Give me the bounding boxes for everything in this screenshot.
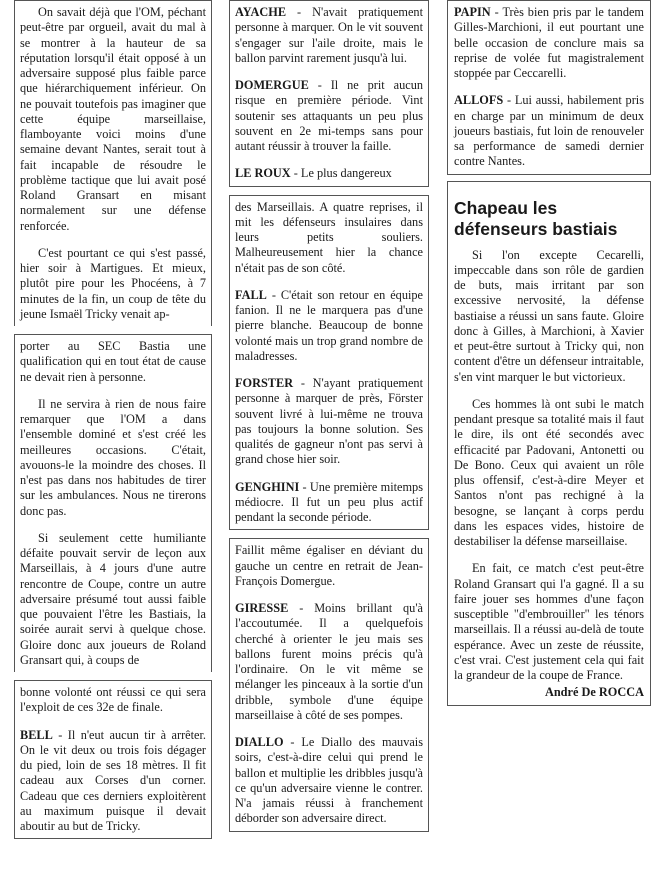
paragraph: porter au SEC Bastia une qualification qui en tout état de cause ne devait rien à personne. xyxy=(20,339,206,384)
ratings-box xyxy=(447,0,651,175)
paragraph: Si seulement cette humiliante défaite pouvait servir de leçon aux Marseillais, à 4 jours d'une autre rencontre de Coupe, contre un autre adversaire présumé tout aussi faible que pouvaient l'être les Bastiais, la soirée aurait servi à quelque chose. Gloire donc aux joueurs de Roland Gransart qui, à coups de xyxy=(20,530,206,667)
paragraph: Faillit même égaliser en déviant du gauche un centre en retrait de Jean-François Domergue. xyxy=(235,543,423,588)
paragraph: C'est pourtant ce qui s'est passé, hier soir à Martigues. Et mieux, plutôt pire pour les Phocéens, à 7 minutes de la fin, un coup de tête du jeune Ismaël Tricky venait ap- xyxy=(20,245,206,321)
player-rating-ayache xyxy=(235,5,423,66)
paragraph: Ces hommes là ont subi le match pendant presque sa totalité mais il faut le dire, ils ont été secondés avec efficacité par Padovani, Antonetti ou De Bono. Ceux qui avaient un rôle plus offensif, c'est-à-dire Meyer et Santos n'ont pas rechigné à la besogne, se lançant à corps perdu dans les espaces vides, histoire de destabiliser la défense marseillaise. xyxy=(454,396,644,548)
paragraph: On savait déjà que l'OM, péchant peut-être par orgueil, avait du mal à se montrer à la hauteur de sa réputation lorsqu'il était opposé à un adversaire supposé plus faible parce que hiérarchiquement inférieur. On ne pouvait toutefois pas imaginer que cette équipe marseillaise, flamboyante voici moins d'une semaine devant Nantes, serait tout à fait incapable de résoudre le problème tactique que lui avait posé Roland Gransart en misant normalement sur une défense renforcée. xyxy=(20,5,206,233)
player-rating-forster xyxy=(235,376,423,468)
player-comment: - Le plus dangereux xyxy=(290,166,392,181)
player-comment: - Lui aussi, habilement pris en charge par un minimum de deux joueurs bastiais, fut loin de renouveler sa performance de samedi dernier contre Nantes. xyxy=(454,93,644,169)
paragraph: Il ne servira à rien de nous faire remarquer que l'OM a dans l'ensemble dominé et s'est créé les meilleures occasions. C'était, avouons-le la moindre des choses. Il n'est pas dans nos habitudes de tirer sur les ambulances. Nous ne tirerons donc pas. xyxy=(20,396,206,518)
player-comment: - Moins brillant qu'à l'accoutumée. Il a quelquefois cherché à orienter le jeu mais ses ballons furent moins précis qu'à l'ordinaire. On le vit même se mélanger les pinceaux à la sortie d'un dribble, symbole d'une équipe marseillaise à côté de ses pompes. xyxy=(235,601,423,722)
player-comment: - Il n'eut aucun tir à arrêter. On le vit deux ou trois fois dégager du pied, loin de ses 18 mètres. Il fit cadeau aux Corses d'un corner. Cadeau que ces derniers exploitèrent au maximum puisque il devait aboutir au but de Tricky. xyxy=(20,727,206,833)
column-1 xyxy=(14,0,212,839)
paragraph: bonne volonté ont réussi ce qui sera l'exploit de ces 32e de finale. xyxy=(20,685,206,715)
player-name: LE ROUX xyxy=(235,166,291,181)
player-comment: - Une première mitemps médiocre. Il fut un peu plus actif pendant la seconde période. xyxy=(235,479,423,524)
player-comment: - N'avait pratiquement personne à marquer. On le vit souvent s'engager sur l'aile droite, mais le ballon parvint rarement jusqu'à lui. xyxy=(235,5,423,65)
defense-article-box xyxy=(447,181,651,706)
player-name: FORSTER xyxy=(235,376,294,390)
paragraph: Si l'on excepte Cecarelli, impeccable dans son rôle de gardien de buts, mais irritant par son excessive nervosité, la défense bastiaise a réussi un sans faute. Gloire donc à Gilles, à Marchioni, à Xavier et peut-être surtout à Tricky qui, non content d'être un défenseur intraitable, s'en vint marquer le but victorieux. xyxy=(454,247,644,384)
paragraph: En fait, ce match c'est peut-être Roland Gransart qui l'a gagné. Il a su faire jouer ses hommes d'une façon susceptible "d'embrouiller" les ténors marseillais. Il a réussi au-delà de toute espérance. Avec un zeste de réussite, c'est vrai. C'est justement cela qui fait la grandeur de la coupe de France. xyxy=(454,561,644,682)
column-3 xyxy=(447,0,651,706)
player-rating-fall xyxy=(235,288,423,364)
article-intro-box xyxy=(14,0,212,326)
ratings-box xyxy=(229,195,429,531)
player-rating-genghini xyxy=(235,480,423,526)
player-name: GENGHINI xyxy=(235,479,300,494)
player-name: GIRESSE xyxy=(235,601,289,615)
player-comment: - Très bien pris par le tandem Gilles-Marchioni, il eut pourtant une belle occasion de conclure mais sa reprise de volée fut magistralement stoppée par Ceccarelli. xyxy=(454,5,644,80)
player-comment: - N'ayant pratiquement personne à marquer de près, Förster souvent livré à lui-même ne trouva pas toujours la bonne solution. Ses qualités de gagneur n'ont pas servi à grand chose hier soir. xyxy=(235,376,423,467)
player-rating-giresse xyxy=(235,601,423,723)
article-continuation-box xyxy=(14,334,212,672)
article-continuation-box xyxy=(14,680,212,839)
player-name: DOMERGUE xyxy=(235,78,309,92)
paragraph: des Marseillais. A quatre reprises, il mit les défenseurs insulaires dans leurs petits souliers. Malheureusement hier la chance n'était pas de son côté. xyxy=(235,199,423,275)
ratings-box xyxy=(229,538,429,831)
ratings-box xyxy=(229,0,429,187)
section-heading: Chapeau les défenseurs bastiais xyxy=(454,197,618,239)
player-name: BELL xyxy=(20,727,53,742)
player-name: AYACHE xyxy=(235,5,287,19)
player-name: PAPIN xyxy=(454,5,491,19)
player-name: ALLOFS xyxy=(454,93,504,108)
player-rating-domergue xyxy=(235,78,423,154)
player-comment: - C'était son retour en équipe fanion. Il ne le marquera pas d'une pierre blanche. Beaucoup de bonne volonté mais un trop grand nombre de maladresses. xyxy=(235,287,423,363)
player-rating-allofs xyxy=(454,93,644,169)
player-name: FALL xyxy=(235,287,267,302)
player-rating-leroux xyxy=(235,166,423,181)
player-comment: - Il ne prit aucun risque en première période. Vint soutenir ses attaquants un peu plus souvent en 2e mi-temps sans pour autant réussir à trouver la faille. xyxy=(235,78,423,153)
player-rating-papin xyxy=(454,5,644,81)
column-2 xyxy=(229,0,429,832)
player-name: DIALLO xyxy=(235,735,284,749)
player-rating-diallo xyxy=(235,735,423,827)
player-comment: - Le Diallo des mauvais soirs, c'est-à-dire celui qui prend le ballon et multiplie les dribbles jusqu'à ce qu'un adversaire vienne le contrer. N'a jamais réussi à franchement déborder son adversaire direct. xyxy=(235,735,423,826)
player-rating-bell xyxy=(20,728,206,835)
author-signature: André De ROCCA xyxy=(544,685,644,700)
